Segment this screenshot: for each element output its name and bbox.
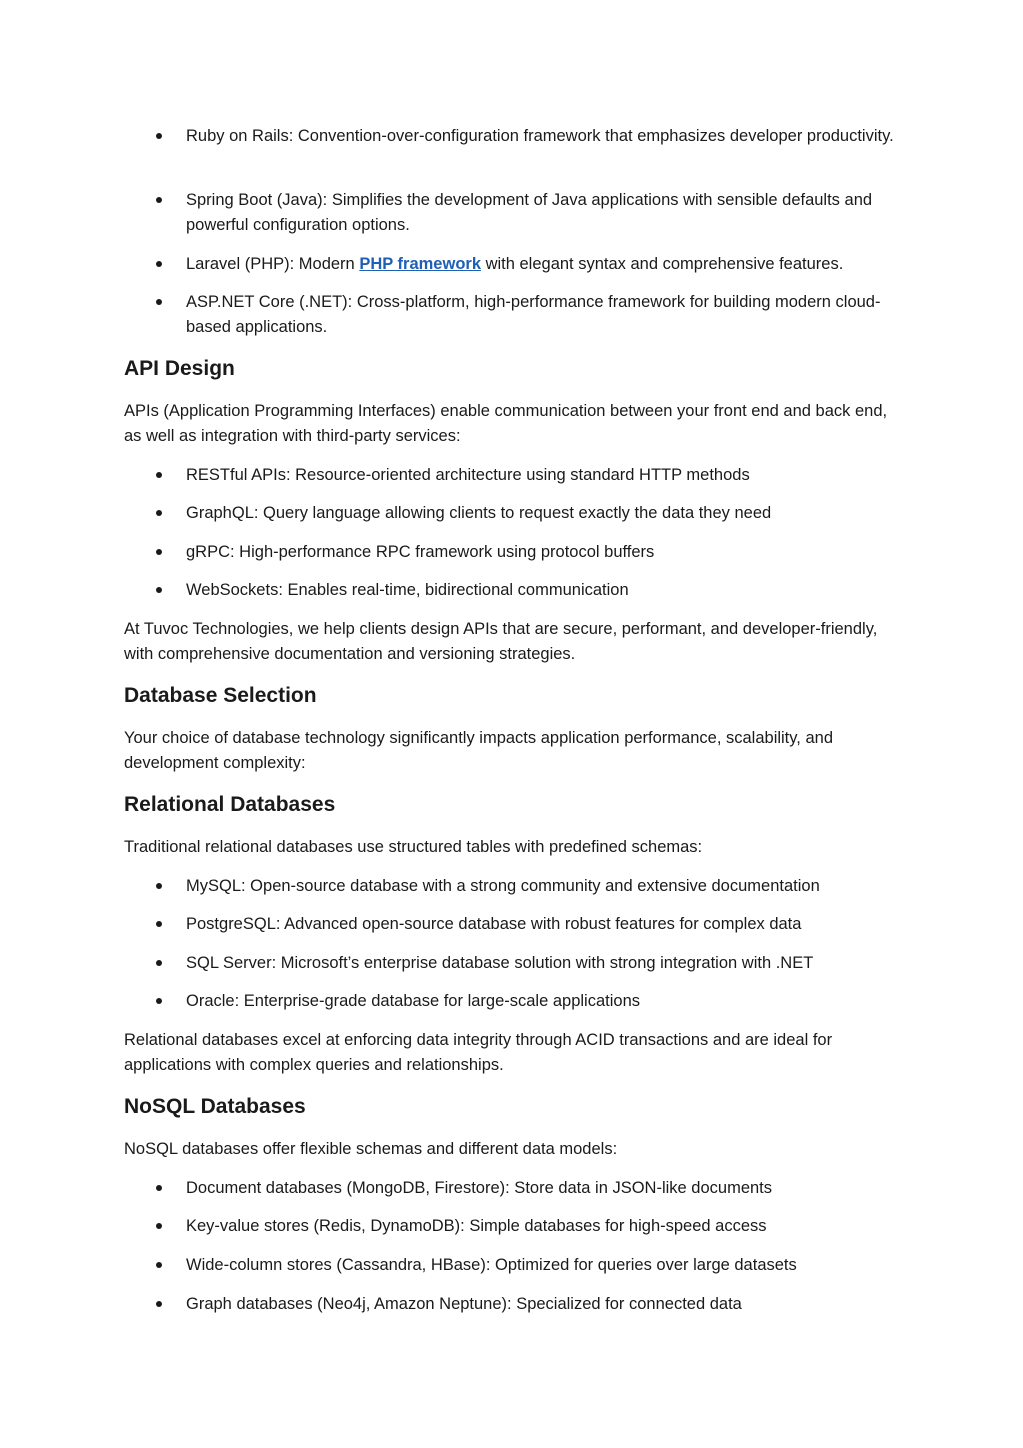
list-item-text: Ruby on Rails: Convention-over-configuration framework that emphasizes developer productivity. (186, 127, 894, 145)
section-heading-api-design: API Design (124, 357, 235, 380)
list-item-text-before: Laravel (PHP): Modern (186, 255, 360, 273)
list-item-text: Key-value stores (Redis, DynamoDB): Simple databases for high-speed access (186, 1217, 767, 1235)
bullet-icon (156, 1301, 162, 1307)
list-item-text: gRPC: High-performance RPC framework using protocol buffers (186, 543, 655, 561)
bullet-icon (156, 883, 162, 889)
list-item-text: WebSockets: Enables real-time, bidirectional communication (186, 581, 629, 599)
bullet-icon (156, 261, 162, 267)
list-item-text: Oracle: Enterprise-grade database for large-scale applications (186, 992, 640, 1010)
list-item-text: PostgreSQL: Advanced open-source database with robust features for complex data (186, 915, 802, 933)
bullet-icon (156, 1223, 162, 1229)
bullet-icon (156, 587, 162, 593)
list-item-text: Spring Boot (Java): Simplifies the development of Java applications with sensible defaults and powerful configuration options. (186, 191, 873, 234)
list-item-text-after: with elegant syntax and comprehensive features. (481, 255, 844, 273)
api-design-outro: At Tuvoc Technologies, we help clients design APIs that are secure, performant, and developer-friendly, with comprehensive documentation and versioning strategies. (124, 620, 878, 663)
bullet-icon (156, 1262, 162, 1268)
bullet-icon (156, 197, 162, 203)
section-heading-nosql-databases: NoSQL Databases (124, 1095, 306, 1118)
nosql-intro: NoSQL databases offer flexible schemas and different data models: (124, 1140, 618, 1158)
bullet-icon (156, 133, 162, 139)
bullet-icon (156, 472, 162, 478)
relational-outro: Relational databases excel at enforcing data integrity through ACID transactions and are ideal for applications with complex queries and relationships. (124, 1031, 833, 1074)
list-item-text: Document databases (MongoDB, Firestore): Store data in JSON-like documents (186, 1179, 773, 1197)
bullet-icon (156, 921, 162, 927)
bullet-icon (156, 510, 162, 516)
list-item-text: SQL Server: Microsoft’s enterprise database solution with strong integration with .NET (186, 954, 814, 972)
section-heading-relational-databases: Relational Databases (124, 793, 336, 816)
bullet-icon (156, 1185, 162, 1191)
relational-intro: Traditional relational databases use structured tables with predefined schemas: (124, 838, 703, 856)
list-item-text: Wide-column stores (Cassandra, HBase): Optimized for queries over large datasets (186, 1256, 797, 1274)
php-framework-link[interactable]: PHP framework (359, 255, 481, 273)
database-selection-intro: Your choice of database technology significantly impacts application performance, scalability, and development complexity: (124, 729, 833, 772)
list-item-text: GraphQL: Query language allowing clients to request exactly the data they need (186, 504, 772, 522)
api-design-intro: APIs (Application Programming Interfaces) enable communication between your front end and back end, as well as integration with third-party services: (124, 402, 888, 445)
bullet-icon (156, 299, 162, 305)
bullet-icon (156, 960, 162, 966)
list-item-text: ASP.NET Core (.NET): Cross-platform, high-performance framework for building modern cloud-based applications. (186, 293, 881, 336)
list-item-text: RESTful APIs: Resource-oriented architecture using standard HTTP methods (186, 466, 750, 484)
bullet-icon (156, 998, 162, 1004)
list-item-text: Graph databases (Neo4j, Amazon Neptune): Specialized for connected data (186, 1295, 742, 1313)
section-heading-database-selection: Database Selection (124, 684, 317, 707)
list-item-text (186, 252, 904, 277)
list-item-text: MySQL: Open-source database with a strong community and extensive documentation (186, 877, 820, 895)
bullet-icon (156, 549, 162, 555)
